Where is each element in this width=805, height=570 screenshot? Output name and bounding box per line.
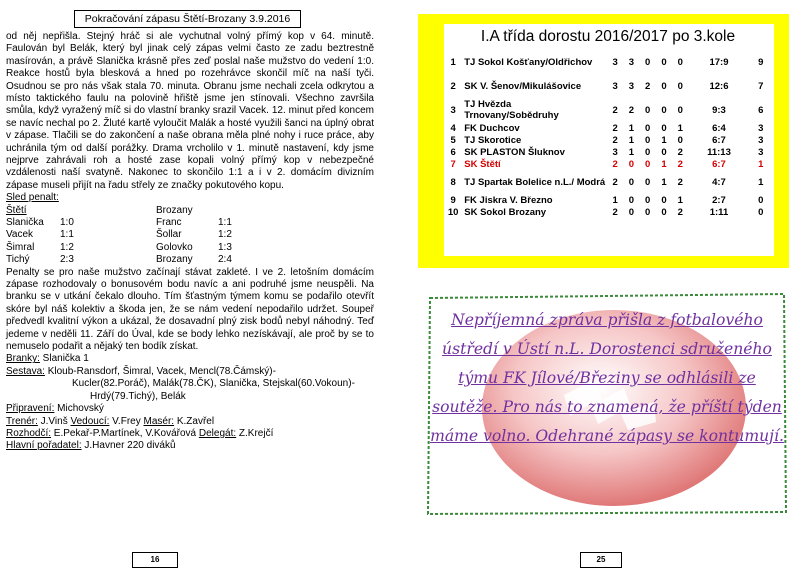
standings-row (446, 158, 772, 170)
penalties-label: Sled penalt: (6, 192, 59, 204)
lineup-value-3: Hrdý(79.Tichý), Belák (90, 390, 186, 402)
standings-row (446, 170, 772, 194)
cell-d: 0 (645, 158, 651, 170)
standings-row (446, 74, 772, 98)
cell-p: 1 (612, 194, 618, 206)
cell-score: 2:7 (712, 194, 726, 206)
cell-w: 1 (628, 134, 635, 146)
cell-d: 0 (645, 56, 651, 68)
cell-p: 2 (612, 176, 618, 188)
cell-score: 1:11 (709, 206, 729, 218)
coach-value: J.Vinš (37, 415, 71, 427)
cell-team: SK Štětí (464, 158, 501, 170)
officials-line (6, 428, 374, 440)
cell-team: SK V. Šenov/Mikulášovice (464, 80, 582, 92)
cell-pos: 7 (450, 158, 456, 170)
cell-p: 2 (612, 158, 618, 170)
away-team-label: Brozany (156, 204, 193, 216)
penalty-away-score: 1:2 (218, 229, 232, 241)
cell-l: 1 (661, 158, 667, 170)
cell-pk: 1 (677, 194, 683, 206)
cell-d: 0 (645, 206, 651, 218)
penalty-row (6, 217, 374, 229)
cell-pk: 2 (677, 206, 683, 218)
article-paragraph-1: od něj nepřišla. Stejný hráč si ale vychutnal volný přímý kop v 64. minutě. Faulován byl Belák, který byl jinak celý zápas velmi často ze zadu beztrestně masírován, a právě Slanička krásně přes zeď poslal naše mužstvo do vedení 1:0. Reakce hostů byla blesková a hned po rozehrávce skončil míč na naší tyči. Osudnou se pro nás však stala 70. minuta. Obranu jsme nechali zcela odkrytou a místo taktického faulu na polovině hřiště jsme jen stínovali. Všechno završila smůla, když vyražený míč si do vlastní branky srazil Vacek. 12. minut před koncem se navíc nechal po 2. Žluté kartě vyloučit Malák a hosté využili šanci na úplný obrat v zápase. Tlačili se do zakončení a naše obrana měla plné nohy i ruce práce, aby uchránila tým od další porážky. Drama vrcholilo v 1. minutě nastavení, kdy jsme nejprve zahrávali roh a hosté zase kopali volný přímý kop v nebezpečné vzdálenosti naší svatyně. Nakonec to skončilo 1:1 a i v 2. domácím divizním zápase museli přijít na řadu střely ze značky pokutového kopu. (6, 31, 374, 191)
cell-pts: 3 (758, 134, 764, 146)
cell-w: 1 (628, 122, 635, 134)
standings-row (446, 146, 772, 158)
cell-w: 0 (628, 194, 635, 206)
cell-pos: 4 (450, 122, 456, 134)
penalties-teams (6, 205, 374, 217)
penalty-row (6, 254, 374, 266)
cell-d: 0 (645, 146, 651, 158)
cell-score: 6:4 (712, 122, 726, 134)
leader-label: Vedoucí: (70, 415, 110, 427)
cell-l: 1 (661, 176, 667, 188)
penalty-away-score: 1:3 (218, 241, 232, 253)
cell-l: 0 (661, 206, 667, 218)
cell-p: 2 (612, 134, 618, 146)
penalty-away-player: Golovko (156, 241, 193, 253)
cell-pk: 2 (677, 146, 683, 158)
cell-team: SK PLASTON Šluknov (464, 146, 565, 158)
cell-l: 1 (661, 134, 667, 146)
cell-pos: 1 (450, 56, 456, 68)
cell-score: 9:3 (712, 104, 726, 116)
cell-d: 2 (645, 80, 651, 92)
prepared-line (6, 403, 374, 415)
cell-score: 6:7 (712, 134, 726, 146)
cell-w: 3 (628, 56, 635, 68)
lineup-value-2: Kucler(82.Poráč), Malák(78.ČK), Slanička, Stejskal(60.Vokoun)- (72, 378, 355, 390)
cell-pk: 0 (677, 104, 683, 116)
leader-value: V.Frey (109, 415, 144, 427)
article (6, 31, 374, 453)
cell-pos: 5 (450, 134, 456, 146)
staff-line (6, 416, 374, 428)
cell-score: 6:7 (712, 158, 726, 170)
cell-pts: 0 (758, 206, 764, 218)
cell-l: 0 (661, 122, 667, 134)
cell-pts: 9 (758, 56, 764, 68)
penalties-list (6, 217, 374, 267)
cell-l: 0 (661, 194, 667, 206)
article-paragraph-2: Penalty se pro naše mužstvo začínají stávat zakleté. I ve 2. letošním domácím zápase rozhodovaly o bonusovém bodu navíc a ani podruhé jsme neuspěli. Na branku se v utkání čekalo dlouho. Tím šťastným týmem komu se podařilo otevřít skóre byl náš kolektiv a škoda jen, že se nám vedení nepodařilo udržet. Soupeř předvedl kvalitní výkon a ukázal, že dosavadní plný zisk bodů nebyl náhodný. Teď jedeme v neděli 11. Září do Úval, kde se body lehko nezískávají, ale proč by se to nemuselo podařit a nějaký ten bodík získat. (6, 266, 374, 353)
cell-w: 0 (628, 176, 635, 188)
cell-p: 2 (612, 104, 618, 116)
penalty-home-player: Šimral (6, 241, 35, 253)
cell-pos: 10 (447, 206, 459, 218)
cell-w: 0 (628, 206, 635, 218)
cell-pts: 0 (758, 194, 764, 206)
coach-label: Trenér: (6, 415, 38, 427)
cell-pts: 6 (758, 104, 764, 116)
cell-l: 0 (661, 80, 667, 92)
penalty-home-player: Slanička (6, 217, 44, 229)
cell-d: 0 (645, 122, 651, 134)
page-header: Pokračování zápasu Štětí-Brozany 3.9.2016 (74, 10, 301, 28)
cell-d: 0 (645, 176, 651, 188)
cell-p: 3 (612, 80, 618, 92)
standings-row (446, 134, 772, 146)
cell-pk: 2 (677, 158, 683, 170)
standings-row (446, 50, 772, 74)
delegate-value: Z.Krejčí (236, 427, 274, 439)
cell-p: 2 (612, 206, 618, 218)
cell-pos: 9 (450, 194, 456, 206)
cell-d: 0 (645, 104, 651, 116)
organizer-value: J.Havner 220 diváků (81, 440, 176, 452)
cell-l: 0 (661, 104, 667, 116)
penalty-away-player: Franc (156, 217, 182, 229)
penalty-away-player: Šollar (156, 229, 182, 241)
goals-value: Slanička 1 (39, 353, 89, 365)
cell-team: SK Sokol Brozany (464, 206, 547, 218)
lineup-line (6, 366, 374, 378)
cell-score: 11:13 (707, 146, 731, 158)
home-team-label: Štětí (6, 204, 27, 216)
standings-row (446, 122, 772, 134)
cell-w: 1 (628, 146, 635, 158)
cell-pk: 2 (677, 176, 683, 188)
cell-team: FK Duchcov (464, 122, 520, 134)
standings-row (446, 98, 772, 122)
delegate-label: Delegát: (198, 427, 237, 439)
cell-team: TJ Spartak Bolelice n.L./ Modrá (464, 176, 606, 188)
penalty-home-score: 1:0 (60, 217, 74, 229)
cell-pk: 0 (677, 80, 683, 92)
standings-row (446, 194, 772, 206)
cell-l: 0 (661, 146, 667, 158)
cell-score: 4:7 (712, 176, 726, 188)
cell-team: TJ Skorotice (464, 134, 522, 146)
organizer-line (6, 440, 374, 452)
goals-line (6, 353, 374, 365)
masseur-value: K.Zavřel (174, 415, 215, 427)
referees-value: E.Pekař-P.Martínek, V.Kovářová (51, 427, 199, 439)
organizer-label: Hlavní pořadatel: (6, 440, 82, 452)
cell-pos: 3 (450, 104, 456, 116)
lineup-label: Sestava: (6, 365, 45, 377)
cell-team: FK Jiskra V. Březno (464, 194, 553, 206)
penalty-away-score: 1:1 (218, 217, 232, 229)
cell-pos: 6 (450, 146, 456, 158)
cell-pk: 0 (677, 134, 683, 146)
standings-row (446, 206, 772, 218)
standings-title: I.A třída dorostu 2016/2017 po 3.kole (480, 28, 736, 45)
page-number-right: 25 (580, 552, 622, 568)
penalty-home-player: Tichý (6, 254, 30, 266)
penalty-home-player: Vacek (6, 229, 34, 241)
cell-w: 2 (628, 104, 635, 116)
cell-pts: 3 (758, 122, 764, 134)
prepared-value: Michovský (54, 403, 104, 415)
cell-team: TJ Sokol Košťany/Oldřichov (464, 56, 593, 68)
prepared-label: Připravení: (6, 403, 55, 415)
cell-d: 0 (645, 194, 651, 206)
cell-l: 0 (661, 56, 667, 68)
cell-pos: 8 (450, 176, 456, 188)
notice-text: Nepříjemná zpráva přišla z fotbalového ústředí v Ústí n.L. Dorostenci sdruženého týmu FK Jílové/Březiny se odhlásili ze soutěže. Pro nás to znamená, že příští týden máme volno. Odehrané zápasy se kontumují. (430, 311, 784, 445)
penalty-home-score: 1:2 (60, 241, 74, 253)
cell-pk: 1 (677, 122, 683, 134)
cell-score: 17:9 (709, 56, 729, 68)
cell-pos: 2 (450, 80, 456, 92)
cell-p: 3 (612, 56, 618, 68)
cell-pts: 1 (758, 158, 764, 170)
cell-pk: 0 (677, 56, 683, 68)
standings-table (446, 50, 772, 218)
cell-pts: 7 (758, 80, 764, 92)
penalty-home-score: 1:1 (60, 229, 74, 241)
cell-w: 3 (628, 80, 635, 92)
cell-team: TJ Hvězda Trnovany/Sobědruhy (464, 99, 559, 121)
goals-label: Branky: (6, 353, 40, 365)
penalty-home-score: 2:3 (60, 254, 74, 266)
lineup-value-1: Kloub-Ransdorf, Šimral, Vacek, Mencl(78.Čámský)- (44, 365, 276, 377)
cell-d: 0 (645, 134, 651, 146)
cell-score: 12:6 (709, 80, 729, 92)
penalty-row (6, 242, 374, 254)
cell-p: 3 (612, 146, 618, 158)
referees-label: Rozhodčí: (6, 427, 52, 439)
cell-p: 2 (612, 122, 618, 134)
penalty-away-score: 2:4 (218, 254, 232, 266)
cell-w: 0 (628, 158, 635, 170)
penalty-away-player: Brozany (156, 254, 193, 266)
cell-pts: 1 (758, 176, 764, 188)
page-number-left: 16 (132, 552, 178, 568)
masseur-label: Masér: (143, 415, 175, 427)
cell-pts: 3 (758, 146, 764, 158)
penalty-row (6, 229, 374, 241)
